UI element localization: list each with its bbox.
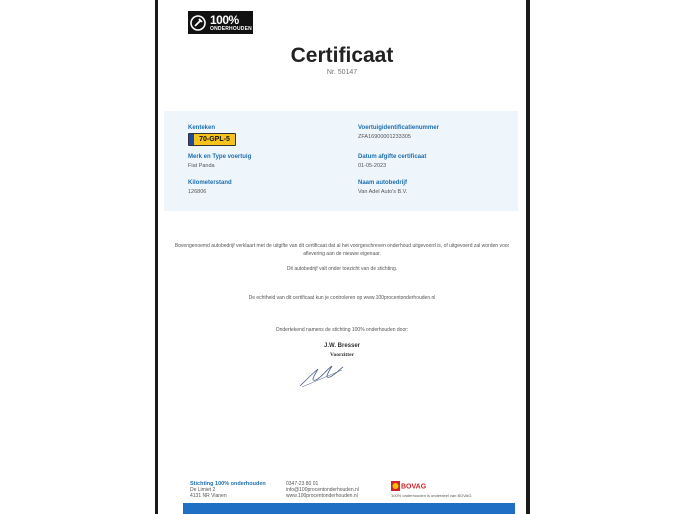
company-value: Van Adel Auto's B.V. bbox=[358, 189, 408, 195]
certificate-title: Certificaat bbox=[290, 44, 394, 67]
brand-logo bbox=[188, 11, 253, 34]
bovag-note: 100% onderhouden is onderdeel van BOVAG. bbox=[391, 493, 473, 498]
signatory-role: Voorzitter bbox=[330, 352, 354, 358]
logo-percent-text: 100% bbox=[210, 12, 239, 27]
vin-value: ZFA16900001233305 bbox=[358, 134, 411, 140]
footer-organization bbox=[190, 481, 266, 499]
logo-subtext: ONDERHOUDEN bbox=[210, 25, 252, 32]
footer-org-name: Stichting 100% onderhouden bbox=[190, 481, 266, 487]
footer-color-bar bbox=[183, 503, 515, 514]
mileage-value: 126806 bbox=[188, 189, 207, 195]
verify-text: De echtheid van dit certificaat kun je controleren op www.100procentonderhouden.nl bbox=[248, 295, 436, 301]
footer-email: info@100procentonderhouden.nl bbox=[286, 487, 359, 493]
declaration-line-2: aflevering aan de nieuwe eigenaar. bbox=[303, 251, 381, 257]
certificate-number: Nr. 50147 bbox=[326, 69, 358, 76]
license-plate bbox=[188, 133, 236, 146]
document-frame-right bbox=[526, 0, 530, 514]
wrench-icon bbox=[188, 11, 208, 34]
make-value: Fiat Panda bbox=[188, 163, 215, 169]
bovag-logo-text: BOVAG bbox=[401, 483, 427, 491]
vin-label: Voertuigidentificatienummer bbox=[358, 125, 439, 131]
issue-date-label: Datum afgifte certificaat bbox=[358, 154, 427, 160]
kenteken-label: Kenteken bbox=[188, 125, 216, 131]
certificate-page bbox=[158, 0, 526, 514]
handwritten-signature bbox=[296, 360, 346, 390]
footer-phone: 0347-23 80 01 bbox=[286, 481, 319, 487]
vehicle-info-panel bbox=[164, 111, 518, 211]
footer-address-line-2: 4131 NR Vianen bbox=[190, 493, 227, 499]
footer-contact bbox=[286, 481, 359, 499]
supervision-text: Dit autobedrijf valt onder toezicht van de stichting. bbox=[286, 266, 398, 272]
bovag-logo bbox=[391, 481, 427, 491]
footer-website: www.100procentonderhouden.nl bbox=[286, 493, 358, 499]
make-label: Merk en Type voertuig bbox=[188, 154, 252, 160]
license-plate-value: 70-GPL-5 bbox=[199, 136, 230, 143]
footer-address-line-1: De Limiet 2 bbox=[190, 487, 216, 493]
signatory-name: J.W. Bresser bbox=[323, 343, 361, 349]
signed-on-behalf-text: Ondertekend namens de stichting 100% onderhouden door: bbox=[275, 327, 409, 333]
declaration-line-1: Bovengenoemd autobedrijf verklaart met de uitgifte van dit certificaat dat al het voorgeschreven onderhoud uitgevoerd is, of uitgevoerd zal worden voor bbox=[174, 243, 510, 249]
company-label: Naam autobedrijf bbox=[358, 180, 408, 186]
mileage-label: Kilometerstand bbox=[188, 180, 232, 186]
issue-date-value: 01-05-2023 bbox=[358, 163, 387, 169]
